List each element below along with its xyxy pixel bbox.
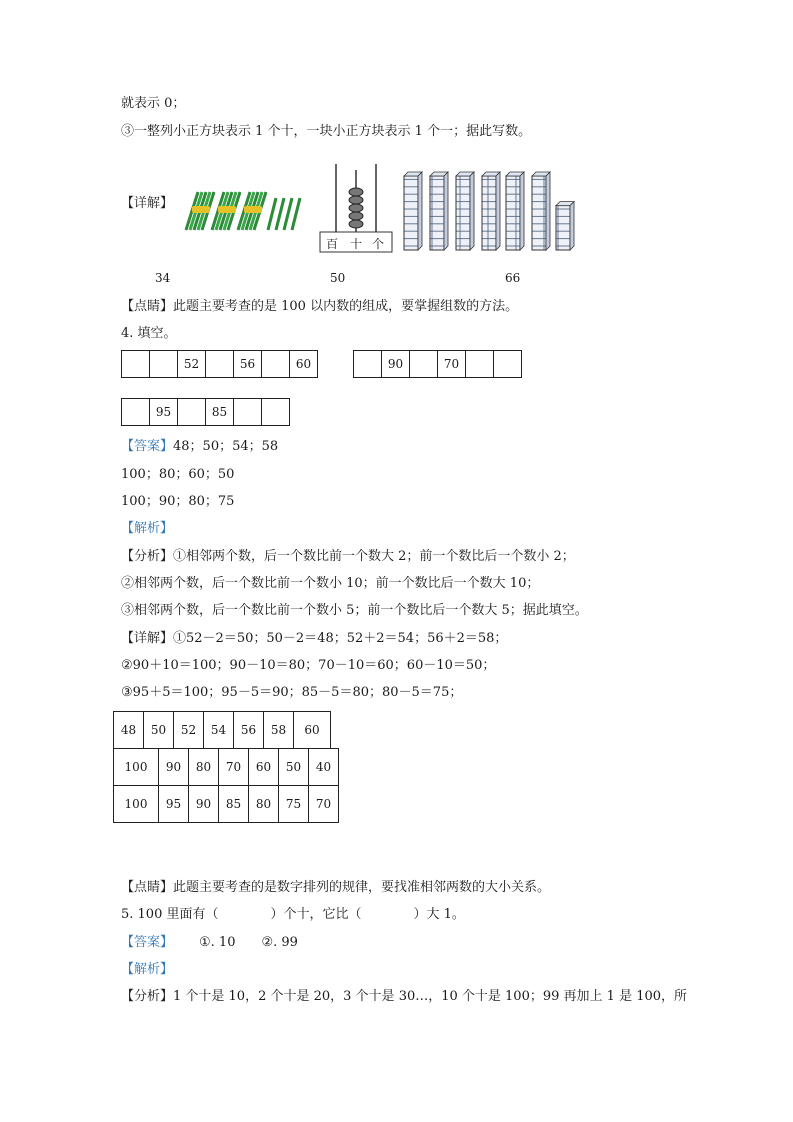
ten-column-1 [404, 172, 422, 250]
q4-row1-cell: 52 [178, 351, 206, 378]
single-sticks [268, 198, 300, 230]
q4-row2-cell: 70 [438, 351, 466, 378]
q4-row3-cell[interactable] [262, 399, 290, 426]
abacus-beads [349, 188, 363, 228]
q4-row3-cell[interactable] [234, 399, 262, 426]
q4-row3-cell[interactable] [178, 399, 206, 426]
figure-number-sticks: 34 [155, 271, 171, 285]
bundle-2 [212, 192, 240, 230]
abacus-label-tens: 十 [350, 237, 363, 251]
six-ones-column [556, 202, 574, 250]
q4-answer-line-2: 100；80；60；50 [121, 467, 235, 482]
q5-question: 5. 100 里面有（ ）个十，它比（ ）大 1。 [121, 907, 465, 922]
q4-row2-cell[interactable] [494, 351, 522, 378]
q4-detail-line-2: ②90＋10＝100；90－10＝80；70－10＝60；60－10＝50； [121, 658, 496, 673]
q4-analysis-label: 【解析】 [121, 521, 174, 536]
q4-title: 4. 填空。 [121, 326, 177, 341]
answer-cell: 50 [144, 712, 174, 749]
q5-answer-label: 【答案】 [121, 935, 174, 950]
answer-cell: 70 [219, 749, 249, 786]
intro-line-2: ③一整列小正方块表示 1 个十，一块小正方块表示 1 个一；据此写数。 [121, 124, 532, 139]
q5-analysis-label: 【解析】 [121, 962, 174, 977]
ten-column-5 [506, 172, 524, 250]
abacus-label-hundreds: 百 [326, 237, 339, 251]
answer-cell: 100 [114, 749, 159, 786]
answer-cell: 95 [159, 786, 189, 823]
q5-analysis: 【分析】1 个十是 10，2 个十是 20，3 个十是 30…，10 个十是 100；99 再加上 1 是 100，所 [121, 989, 688, 1004]
q5-answer-text: ①. 10 ②. 99 [199, 935, 298, 950]
answer-cell: 75 [279, 786, 309, 823]
q4-answer-table-rows23 [113, 748, 339, 823]
q4-row1-cell[interactable] [206, 351, 234, 378]
q4-answer-label: 【答案】 [121, 439, 174, 454]
q4-row1-cell[interactable] [122, 351, 150, 378]
ten-column-6 [532, 172, 550, 250]
answer-cell: 48 [114, 712, 144, 749]
answer-cell: 90 [159, 749, 189, 786]
q5-answer-line [121, 934, 298, 952]
answer-cell: 40 [309, 749, 339, 786]
answer-cell: 70 [309, 786, 339, 823]
q4-row1-cell[interactable] [150, 351, 178, 378]
q4-row3-cell: 85 [206, 399, 234, 426]
answer-cell: 56 [234, 712, 264, 749]
ten-column-4 [482, 172, 500, 250]
ten-column-3 [456, 172, 474, 250]
ten-column-2 [430, 172, 448, 250]
figure-number-abacus: 50 [330, 271, 346, 285]
cube-columns-figure [404, 172, 576, 250]
answer-cell: 50 [279, 749, 309, 786]
q4-analysis-line-2: ②相邻两个数，后一个数比前一个数小 10；前一个数比后一个数大 10； [121, 576, 540, 591]
q4-table-row3 [121, 398, 290, 426]
answer-cell: 80 [189, 749, 219, 786]
q4-row3-cell: 95 [150, 399, 178, 426]
q4-analysis-line-1: 【分析】①相邻两个数，后一个数比前一个数大 2；前一个数比后一个数小 2； [121, 549, 575, 564]
point-1: 【点睛】此题主要考查的是 100 以内数的组成，要掌握组数的方法。 [121, 299, 519, 314]
bundle-1 [186, 192, 214, 230]
answer-cell: 85 [219, 786, 249, 823]
answer-cell: 52 [174, 712, 204, 749]
q4-table-row2 [353, 350, 522, 378]
q4-detail-line-1: 【详解】①52－2＝50；50－2＝48；52＋2＝54；56＋2＝58； [121, 631, 508, 646]
figure-number-cubes: 66 [505, 271, 521, 285]
q4-answer-table-row1 [113, 711, 331, 749]
q4-detail-line-3: ③95＋5＝100；95－5＝90；85－5＝80；80－5＝75； [121, 685, 463, 700]
q4-row2-cell[interactable] [354, 351, 382, 378]
q4-row2-cell[interactable] [466, 351, 494, 378]
intro-line-1: 就表示 0； [121, 96, 186, 111]
abacus-label-ones: 个 [372, 237, 385, 251]
answer-cell: 60 [249, 749, 279, 786]
q4-row1-cell: 56 [234, 351, 262, 378]
q4-row1-cell: 60 [290, 351, 318, 378]
q4-answer-text-1: 48；50；54；58 [173, 439, 279, 454]
q4-answer-line-1 [121, 438, 278, 456]
q4-row2-cell: 90 [382, 351, 410, 378]
answer-cell: 80 [249, 786, 279, 823]
q4-answer-line-3: 100；90；80；75 [121, 494, 235, 509]
bundle-3 [238, 192, 266, 230]
stick-bundles-figure [182, 186, 312, 236]
q4-analysis-line-3: ③相邻两个数，后一个数比前一个数小 5；前一个数比后一个数大 5；据此填空。 [121, 603, 588, 618]
q4-table-row1 [121, 350, 318, 378]
answer-cell: 54 [204, 712, 234, 749]
q4-row1-cell[interactable] [262, 351, 290, 378]
answer-cell: 58 [264, 712, 294, 749]
q4-row3-cell[interactable] [122, 399, 150, 426]
answer-cell: 60 [294, 712, 331, 749]
q4-point: 【点睛】此题主要考查的是数字排列的规律，要找准相邻两数的大小关系。 [121, 880, 551, 895]
answer-cell: 90 [189, 786, 219, 823]
answer-cell: 100 [114, 786, 159, 823]
detail-label: 【详解】 [121, 196, 174, 211]
q4-row2-cell[interactable] [410, 351, 438, 378]
